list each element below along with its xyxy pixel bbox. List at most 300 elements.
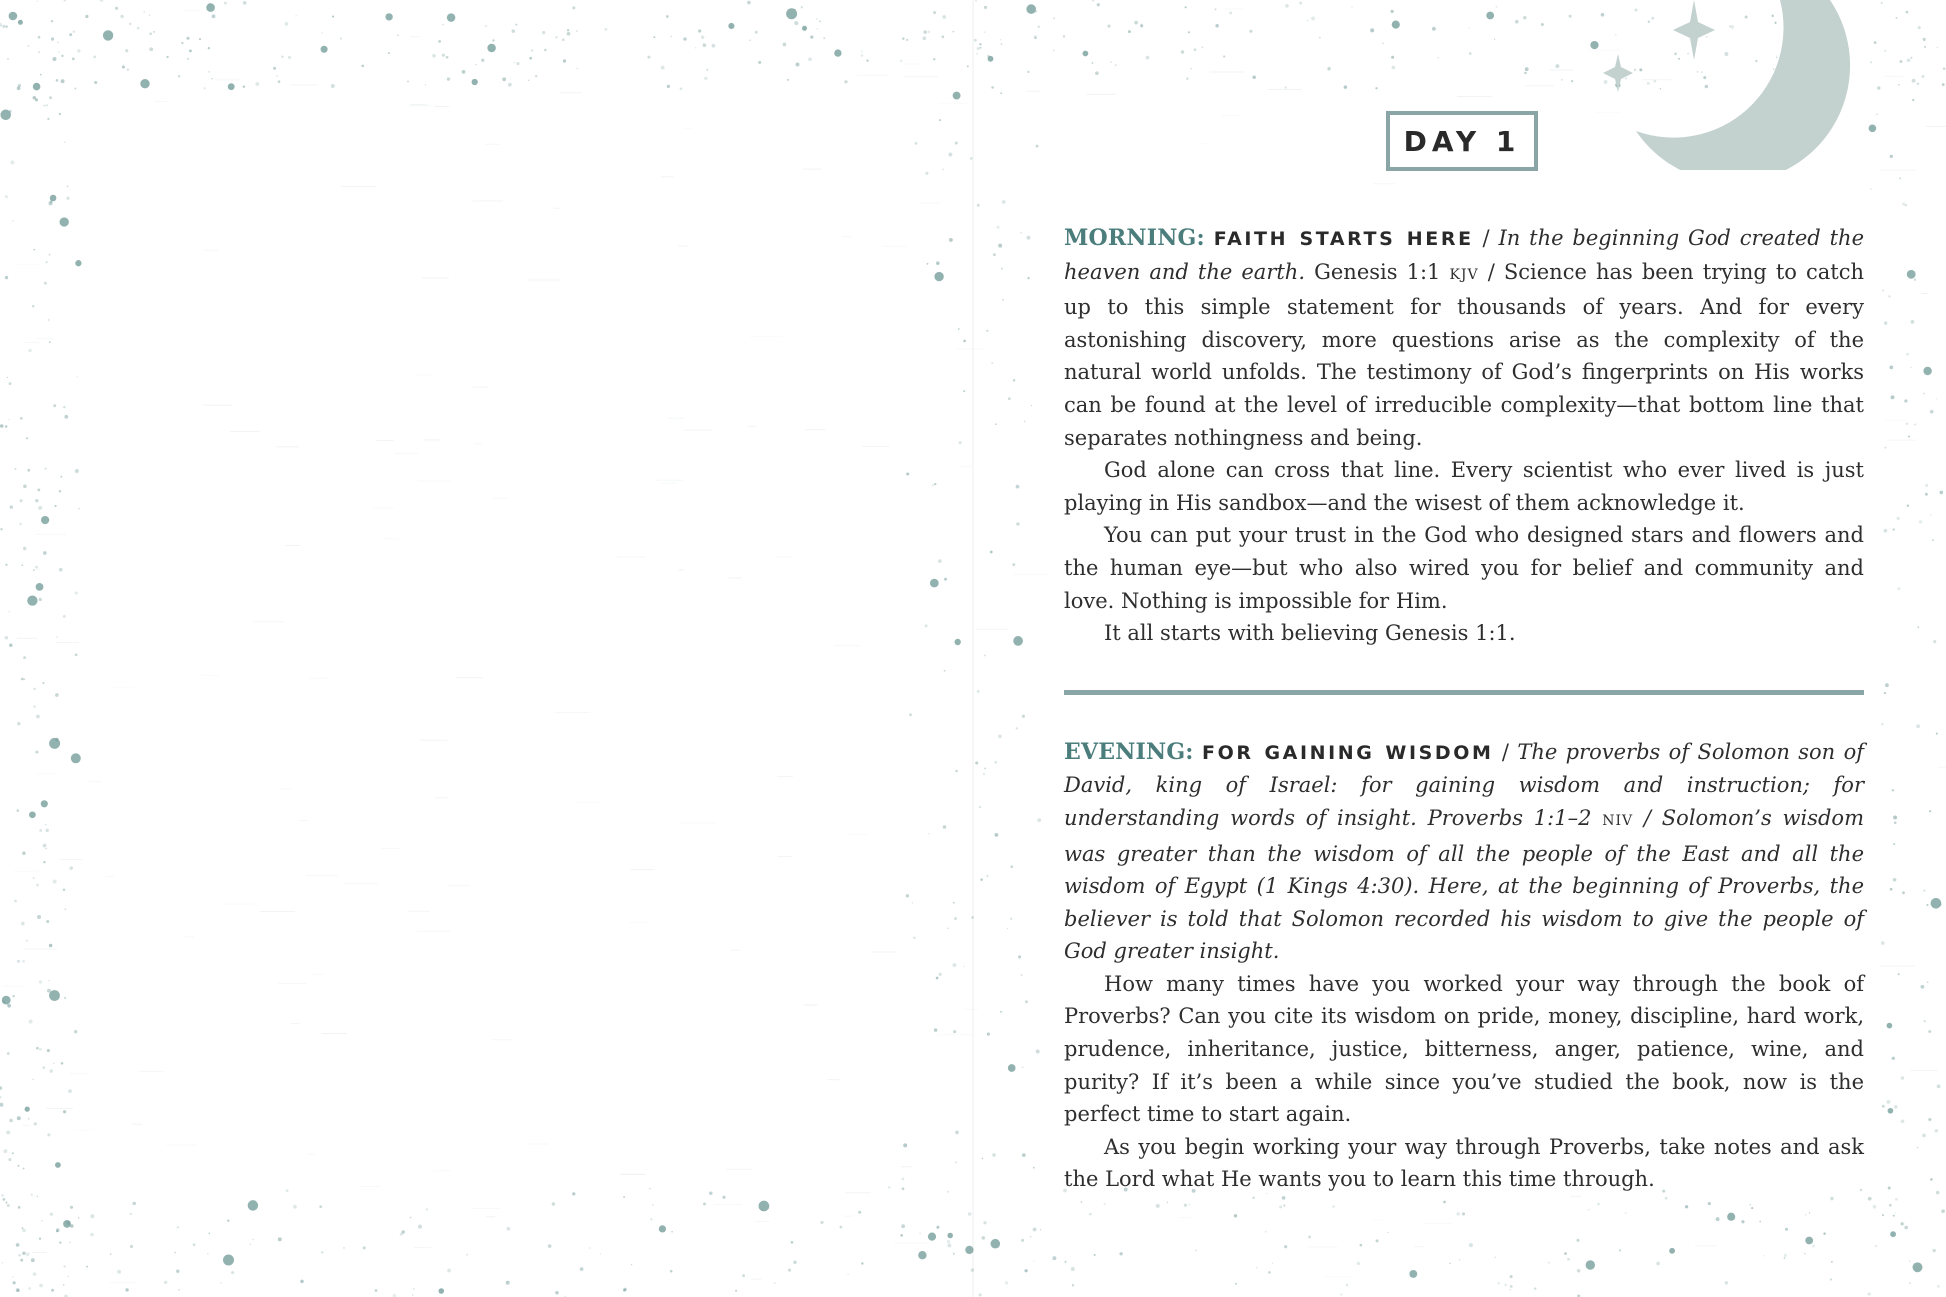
paper-speckle <box>1387 1232 1388 1233</box>
paper-grain <box>435 797 449 798</box>
paper-speckle <box>2 1262 4 1264</box>
paper-speckle <box>446 56 449 59</box>
paper-grain <box>36 338 54 339</box>
paper-speckle <box>33 705 36 708</box>
paper-speckle <box>1921 985 1925 989</box>
paper-grain <box>713 1204 742 1205</box>
paper-speckle <box>955 141 958 144</box>
paper-speckle <box>12 1276 13 1277</box>
paper-speckle <box>1256 1267 1258 1269</box>
paper-grain <box>1457 96 1492 97</box>
paper-speckle <box>55 693 59 697</box>
paper-speckle <box>243 85 245 87</box>
paper-grain <box>1210 72 1245 73</box>
paper-speckle <box>580 1267 584 1271</box>
paper-speckle <box>47 118 49 120</box>
paper-speckle <box>407 81 409 83</box>
paper-grain <box>291 1023 300 1024</box>
paper-speckle <box>1907 58 1911 62</box>
paper-speckle <box>1319 37 1321 39</box>
paper-speckle <box>7 1052 10 1055</box>
paper-grain <box>577 801 600 802</box>
paper-speckle <box>343 1247 345 1249</box>
paper-speckle <box>704 77 707 80</box>
paper-speckle <box>794 21 798 25</box>
paper-speckle <box>567 32 571 36</box>
paper-speckle <box>43 844 47 848</box>
paper-speckle <box>1021 1239 1024 1242</box>
paper-speckle <box>120 15 123 18</box>
paper-speckle <box>1021 974 1023 976</box>
paper-speckle <box>680 87 683 90</box>
paper-speckle <box>71 753 81 763</box>
paper-speckle <box>319 1205 322 1208</box>
paper-speckle <box>1053 50 1054 51</box>
paper-speckle <box>5 195 8 198</box>
paper-speckle <box>1284 1245 1287 1248</box>
paper-grain <box>472 1208 501 1209</box>
paper-speckle <box>1933 640 1936 643</box>
paper-speckle <box>413 1288 414 1289</box>
paper-speckle <box>5 276 8 279</box>
paper-speckle <box>1870 61 1872 63</box>
paper-speckle <box>1888 1108 1894 1114</box>
evening-paragraph: How many times have you worked your way through the book of Proverbs? Can you cite its wisdom on pride, money, discipline, hard work, prudence, inheritance, justice, bitterness, anger, patience, wine, and purity? If it’s been a while since you’ve studied the book, now is the perfect time to start again. <box>1064 971 1864 1127</box>
paper-speckle <box>1235 1283 1237 1285</box>
paper-speckle <box>1937 1285 1940 1288</box>
paper-speckle <box>35 499 38 502</box>
paper-speckle <box>140 79 149 88</box>
paper-speckle <box>975 761 978 764</box>
paper-speckle <box>1906 11 1909 14</box>
paper-speckle <box>544 49 546 51</box>
paper-speckle <box>981 1236 985 1240</box>
paper-speckle <box>2 25 5 28</box>
paper-speckle <box>906 39 908 41</box>
paper-speckle <box>840 1226 843 1229</box>
paper-speckle <box>1901 1076 1905 1080</box>
paper-speckle <box>63 889 66 892</box>
paper-grain <box>36 534 66 535</box>
paper-speckle <box>27 595 37 605</box>
paper-speckle <box>923 30 926 33</box>
paper-speckle <box>515 24 517 26</box>
paper-grain <box>344 883 378 884</box>
paper-speckle <box>64 997 66 999</box>
paper-speckle <box>66 197 69 200</box>
paper-speckle <box>281 56 283 58</box>
paper-speckle <box>1784 1257 1786 1259</box>
paper-speckle <box>742 1274 745 1277</box>
paper-speckle <box>1763 1255 1764 1256</box>
paper-speckle <box>977 47 980 50</box>
paper-speckle <box>33 1272 37 1276</box>
paper-speckle <box>1619 1249 1621 1251</box>
paper-grain <box>422 278 449 279</box>
paper-speckle <box>936 1226 939 1229</box>
paper-speckle <box>1390 10 1393 13</box>
paper-speckle <box>1913 1262 1923 1272</box>
paper-speckle <box>788 1268 791 1271</box>
paper-speckle <box>1933 1249 1936 1252</box>
paper-speckle <box>110 1253 112 1255</box>
paper-speckle <box>492 39 494 41</box>
paper-speckle <box>17 809 19 811</box>
paper-speckle <box>1040 1229 1041 1230</box>
paper-grain <box>1223 9 1242 10</box>
paper-speckle <box>28 1287 31 1290</box>
paper-speckle <box>176 1270 179 1273</box>
paper-grain <box>956 349 984 350</box>
paper-speckle <box>1283 1205 1285 1207</box>
paper-grain <box>1086 94 1115 95</box>
paper-speckle <box>1299 2 1302 5</box>
paper-grain <box>921 203 941 204</box>
paper-grain <box>486 1216 495 1217</box>
paper-speckle <box>1881 941 1885 945</box>
paper-speckle <box>955 639 961 645</box>
paper-speckle <box>952 31 954 33</box>
paper-speckle <box>1351 6 1353 8</box>
paper-speckle <box>1882 1214 1884 1216</box>
paper-grain <box>24 949 57 950</box>
paper-speckle <box>928 1232 936 1240</box>
paper-speckle <box>1896 17 1898 19</box>
paper-grain <box>939 103 970 104</box>
paper-speckle <box>252 1239 253 1240</box>
separator: / <box>1633 805 1662 830</box>
paper-speckle <box>18 20 23 25</box>
paper-grain <box>1374 183 1395 184</box>
paper-speckle <box>995 423 997 425</box>
paper-grain <box>1910 1070 1938 1071</box>
paper-grain <box>410 36 420 37</box>
paper-speckle <box>1189 1204 1191 1206</box>
paper-speckle <box>1083 51 1089 57</box>
paper-speckle <box>28 349 31 352</box>
paper-speckle <box>35 566 38 569</box>
paper-grain <box>87 781 102 782</box>
paper-speckle <box>802 26 807 31</box>
paper-grain <box>1014 574 1050 575</box>
paper-speckle <box>991 1239 1001 1249</box>
paper-speckle <box>1625 1212 1627 1214</box>
paper-speckle <box>125 1288 128 1291</box>
paper-speckle <box>5 564 7 566</box>
separator: / <box>1473 226 1499 250</box>
paper-speckle <box>1012 563 1015 566</box>
paper-speckle <box>278 80 281 83</box>
paper-speckle <box>61 79 65 83</box>
paper-grain <box>527 280 561 281</box>
paper-speckle <box>207 1253 209 1255</box>
paper-grain <box>1268 89 1302 90</box>
paper-speckle <box>1457 1212 1461 1216</box>
paper-speckle <box>1360 1244 1363 1247</box>
paper-speckle <box>46 104 48 106</box>
paper-grain <box>32 569 40 570</box>
paper-speckle <box>472 79 478 85</box>
paper-speckle <box>1909 1261 1910 1262</box>
paper-speckle <box>1900 1223 1903 1226</box>
paper-speckle <box>671 1231 673 1233</box>
paper-speckle <box>652 1204 654 1206</box>
paper-speckle <box>35 98 38 101</box>
paper-speckle <box>51 37 54 40</box>
paper-speckle <box>37 1 38 2</box>
paper-speckle <box>1279 1205 1282 1208</box>
paper-speckle <box>948 153 952 157</box>
paper-speckle <box>17 960 20 963</box>
paper-speckle <box>1391 66 1395 70</box>
paper-speckle <box>209 3 211 5</box>
paper-speckle <box>1215 9 1217 11</box>
paper-speckle <box>1899 60 1902 63</box>
paper-speckle <box>12 220 14 222</box>
paper-speckle <box>6 26 8 28</box>
paper-speckle <box>1727 1213 1735 1221</box>
paper-grain <box>3 986 24 987</box>
paper-speckle <box>39 1048 42 1051</box>
paper-speckle <box>36 1047 39 1050</box>
paper-speckle <box>1937 47 1938 48</box>
paper-speckle <box>1024 421 1026 423</box>
paper-speckle <box>9 1119 13 1123</box>
paper-speckle <box>227 1220 229 1222</box>
paper-speckle <box>514 62 515 63</box>
paper-speckle <box>50 1069 54 1073</box>
evening-intro-paragraph <box>1064 736 1864 968</box>
paper-grain <box>309 678 327 679</box>
paper-grain <box>184 10 202 11</box>
paper-speckle <box>1510 1285 1513 1288</box>
paper-grain <box>905 64 921 65</box>
paper-speckle <box>166 56 168 58</box>
paper-speckle <box>953 1030 956 1033</box>
paper-speckle <box>178 1289 180 1291</box>
paper-speckle <box>39 1238 41 1240</box>
paper-speckle <box>1016 727 1018 729</box>
paper-speckle <box>796 63 800 67</box>
paper-speckle <box>125 49 128 52</box>
paper-speckle <box>749 39 751 41</box>
paper-speckle <box>1000 39 1002 41</box>
paper-speckle <box>728 23 734 29</box>
paper-grain <box>685 128 692 129</box>
paper-grain <box>681 823 716 824</box>
paper-speckle <box>1104 1203 1106 1205</box>
paper-speckle <box>984 768 986 770</box>
paper-speckle <box>223 1255 234 1266</box>
paper-speckle <box>1923 889 1925 891</box>
paper-speckle <box>3 1149 7 1153</box>
paper-speckle <box>37 1196 39 1198</box>
paper-speckle <box>604 28 607 31</box>
morning-label: MORNING: <box>1064 225 1205 251</box>
paper-speckle <box>939 973 942 976</box>
paper-grain <box>105 876 114 877</box>
paper-speckle <box>1577 1269 1581 1273</box>
paper-speckle <box>671 36 673 38</box>
paper-speckle <box>331 84 335 88</box>
paper-speckle <box>947 1240 950 1243</box>
paper-speckle <box>65 908 66 909</box>
paper-speckle <box>26 1252 30 1256</box>
paper-speckle <box>1887 1023 1893 1029</box>
paper-speckle <box>23 1168 25 1170</box>
paper-speckle <box>340 37 342 39</box>
paper-speckle <box>41 516 49 524</box>
paper-speckle <box>1910 367 1912 369</box>
paper-speckle <box>949 238 953 242</box>
paper-speckle <box>1063 35 1065 37</box>
paper-speckle <box>791 1241 794 1244</box>
paper-speckle <box>278 1237 282 1241</box>
paper-speckle <box>701 36 704 39</box>
paper-speckle <box>1344 85 1348 89</box>
paper-grain <box>1027 91 1041 92</box>
morning-intro-paragraph <box>1064 222 1864 454</box>
paper-speckle <box>735 1290 737 1292</box>
paper-speckle <box>63 1110 66 1113</box>
paper-speckle <box>1924 1020 1926 1022</box>
paper-speckle <box>58 51 60 53</box>
paper-grain <box>220 904 255 905</box>
paper-grain <box>278 983 306 984</box>
paper-speckle <box>174 1252 175 1253</box>
paper-speckle <box>20 417 23 420</box>
paper-speckle <box>55 505 57 507</box>
paper-speckle <box>1184 1204 1187 1207</box>
paper-speckle <box>181 42 183 44</box>
paper-grain <box>299 820 308 821</box>
evening-label: EVENING: <box>1064 738 1194 765</box>
paper-speckle <box>1249 30 1252 33</box>
paper-speckle <box>43 551 47 555</box>
section-divider <box>1064 690 1864 695</box>
paper-speckle <box>18 1206 21 1209</box>
paper-speckle <box>49 96 52 99</box>
paper-speckle <box>1541 23 1544 26</box>
paper-speckle <box>1928 1030 1931 1033</box>
paper-speckle <box>1033 1228 1037 1232</box>
paper-speckle <box>944 670 946 672</box>
paper-speckle <box>1027 236 1031 240</box>
morning-title: FAITH STARTS HERE <box>1213 228 1474 250</box>
paper-speckle <box>1929 810 1931 812</box>
paper-speckle <box>41 800 48 807</box>
paper-speckle <box>567 29 569 31</box>
paper-speckle <box>1265 1231 1267 1233</box>
paper-speckle <box>37 915 41 919</box>
evening-verse: The proverbs of Solomon son of David, king of Israel: for gaining wisdom and instruction; for understanding words of insight. Proverbs 1:1–2 <box>1064 739 1864 830</box>
paper-grain <box>805 429 825 430</box>
paper-speckle <box>502 77 506 81</box>
paper-speckle <box>1523 16 1526 19</box>
paper-speckle <box>709 1192 713 1196</box>
paper-speckle <box>137 27 140 30</box>
paper-speckle <box>189 50 192 53</box>
paper-speckle <box>45 824 47 826</box>
paper-speckle <box>683 37 686 40</box>
paper-speckle <box>1186 77 1188 79</box>
paper-speckle <box>1907 270 1916 279</box>
devotional-content <box>1064 222 1864 1196</box>
paper-speckle <box>992 1153 995 1156</box>
paper-speckle <box>1026 4 1036 14</box>
paper-grain <box>486 144 501 145</box>
evening-title: FOR GAINING WISDOM <box>1202 741 1494 764</box>
paper-grain <box>70 1073 89 1074</box>
paper-speckle <box>1092 62 1094 64</box>
paper-speckle <box>1901 1119 1905 1123</box>
paper-speckle <box>939 119 941 121</box>
paper-speckle <box>361 65 364 68</box>
paper-speckle <box>747 1 751 5</box>
paper-speckle <box>817 28 818 29</box>
paper-speckle <box>1708 1202 1711 1205</box>
paper-speckle <box>1812 1245 1815 1248</box>
paper-speckle <box>987 1033 990 1036</box>
paper-speckle <box>21 678 24 681</box>
paper-speckle <box>1016 522 1019 525</box>
paper-speckle <box>901 1224 905 1228</box>
paper-speckle <box>983 773 985 775</box>
paper-speckle <box>186 37 189 40</box>
paper-speckle <box>1002 299 1003 300</box>
paper-speckle <box>922 36 926 40</box>
paper-grain <box>1202 143 1211 144</box>
paper-speckle <box>944 578 947 581</box>
paper-speckle <box>755 31 758 34</box>
paper-speckle <box>1923 393 1925 395</box>
paper-speckle <box>1942 83 1945 86</box>
paper-speckle <box>1597 1203 1599 1205</box>
paper-speckle <box>695 47 697 49</box>
paper-speckle <box>49 341 51 343</box>
paper-speckle <box>53 1063 54 1064</box>
paper-speckle <box>844 80 847 83</box>
paper-speckle <box>17 1165 19 1167</box>
paper-speckle <box>631 1264 632 1265</box>
paper-speckle <box>902 37 905 40</box>
paper-speckle <box>955 1131 959 1135</box>
paper-grain <box>748 426 756 427</box>
paper-speckle <box>23 547 26 550</box>
paper-speckle <box>5 636 9 640</box>
paper-speckle <box>934 272 943 281</box>
paper-speckle <box>1252 75 1256 79</box>
paper-speckle <box>228 83 235 90</box>
paper-speckle <box>998 244 1002 248</box>
paper-grain <box>685 430 713 431</box>
paper-speckle <box>1000 1011 1002 1013</box>
paper-speckle <box>1089 1213 1092 1216</box>
paper-grain <box>434 1170 452 1171</box>
paper-speckle <box>1590 41 1598 49</box>
paper-speckle <box>61 1062 64 1065</box>
separator: / <box>1478 259 1504 284</box>
paper-speckle <box>1285 4 1289 8</box>
paper-grain <box>656 480 683 481</box>
paper-speckle <box>900 60 902 62</box>
paper-speckle <box>529 57 532 60</box>
evening-paragraph: As you begin working your way through Proverbs, take notes and ask the Lord what He wants you to learn this time through. <box>1064 1134 1864 1192</box>
paper-grain <box>313 974 324 975</box>
paper-speckle <box>23 484 27 488</box>
paper-speckle <box>439 1288 445 1294</box>
paper-speckle <box>22 960 25 963</box>
